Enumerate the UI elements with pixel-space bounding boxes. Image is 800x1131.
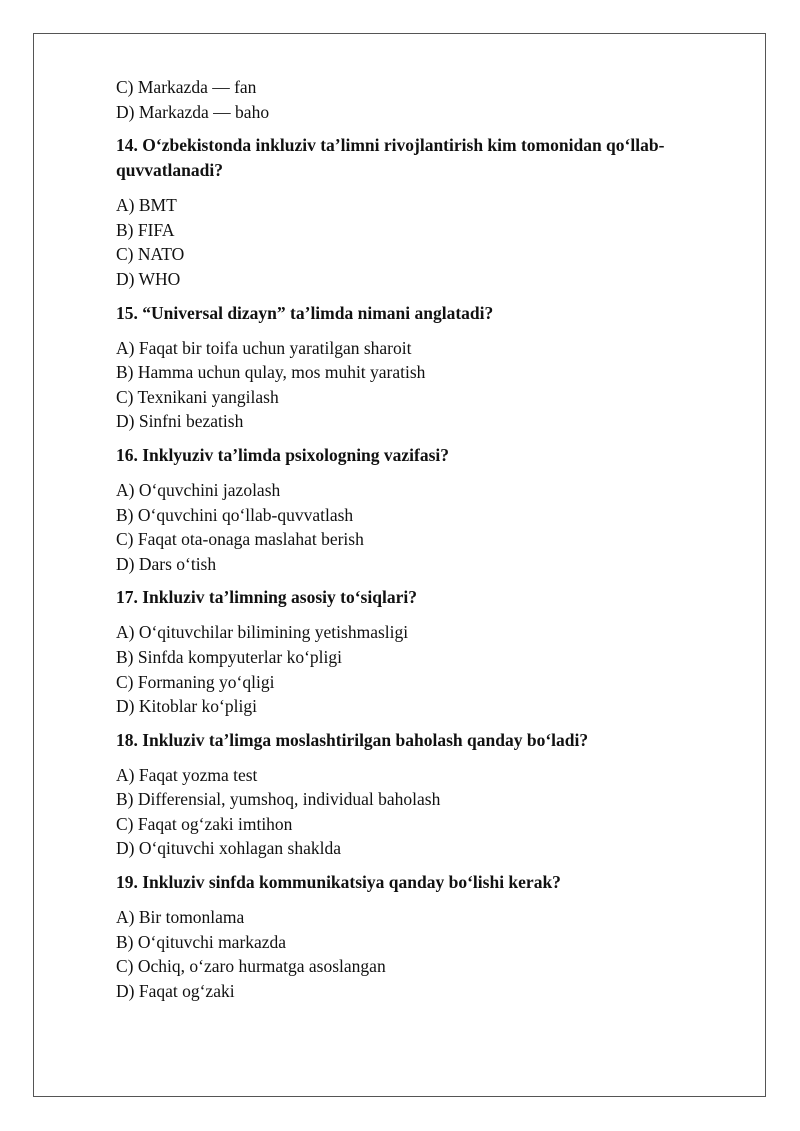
option-c: C) Ochiq, o‘zaro hurmatga asoslangan xyxy=(116,956,386,977)
option-a: A) O‘quvchini jazolash xyxy=(116,479,281,500)
option-c: C) Formaning yo‘qligi xyxy=(116,671,275,692)
option-c: C) Faqat og‘zaki imtihon xyxy=(116,813,293,834)
option-d: D) Kitoblar ko‘pligi xyxy=(116,696,257,717)
option-d: D) Faqat og‘zaki xyxy=(116,980,235,1001)
option-c: C) Texnikani yangilash xyxy=(116,386,279,407)
question-title: 14. O‘zbekistonda inkluziv ta’limni rivojlantirish kim tomonidan qo‘llab-quvvatlanadi? xyxy=(116,135,665,181)
question-title: 17. Inkluziv ta’limning asosiy to‘siqlari? xyxy=(116,587,417,608)
option-a: A) Faqat bir toifa uchun yaratilgan sharoit xyxy=(116,337,412,358)
option-b: B) O‘qituvchi markazda xyxy=(116,931,287,952)
question-16 xyxy=(116,443,725,576)
option-b: B) Hamma uchun qulay, mos muhit yaratish xyxy=(116,362,426,383)
question-15 xyxy=(116,301,725,434)
option-b: B) Sinfda kompyuterlar ko‘pligi xyxy=(116,646,343,667)
question-title: 16. Inklyuziv ta’limda psixologning vazifasi? xyxy=(116,444,450,465)
option-b: B) FIFA xyxy=(116,219,175,240)
question-19 xyxy=(116,870,725,1003)
option-a: A) Faqat yozma test xyxy=(116,764,258,785)
option-c: C) NATO xyxy=(116,244,185,265)
option-d: D) O‘qituvchi xohlagan shaklda xyxy=(116,838,342,859)
document-page xyxy=(33,33,766,1097)
option-c: C) Markazda — fan xyxy=(116,77,257,97)
question-title: 18. Inkluziv ta’limga moslashtirilgan baholash qanday bo‘ladi? xyxy=(116,729,589,750)
option-d: D) WHO xyxy=(116,268,181,289)
option-d: D) Markazda — baho xyxy=(116,101,270,122)
question-title: 15. “Universal dizayn” ta’limda nimani anglatadi? xyxy=(116,302,494,323)
option-c: C) Faqat ota-onaga maslahat berish xyxy=(116,529,364,550)
option-b: B) Differensial, yumshoq, individual baholash xyxy=(116,789,441,810)
page-content xyxy=(116,75,725,1003)
option-a: A) BMT xyxy=(116,195,177,216)
question-17 xyxy=(116,585,725,718)
option-d: D) Sinfni bezatish xyxy=(116,411,244,432)
question-title: 19. Inkluziv sinfda kommunikatsiya qanday bo‘lishi kerak? xyxy=(116,872,561,893)
question-18 xyxy=(116,728,725,861)
option-a: A) O‘qituvchilar bilimining yetishmasligi xyxy=(116,622,409,643)
option-b: B) O‘quvchini qo‘llab-quvvatlash xyxy=(116,504,354,525)
question-14 xyxy=(116,133,725,291)
option-a: A) Bir tomonlama xyxy=(116,907,245,928)
option-d: D) Dars o‘tish xyxy=(116,553,217,574)
